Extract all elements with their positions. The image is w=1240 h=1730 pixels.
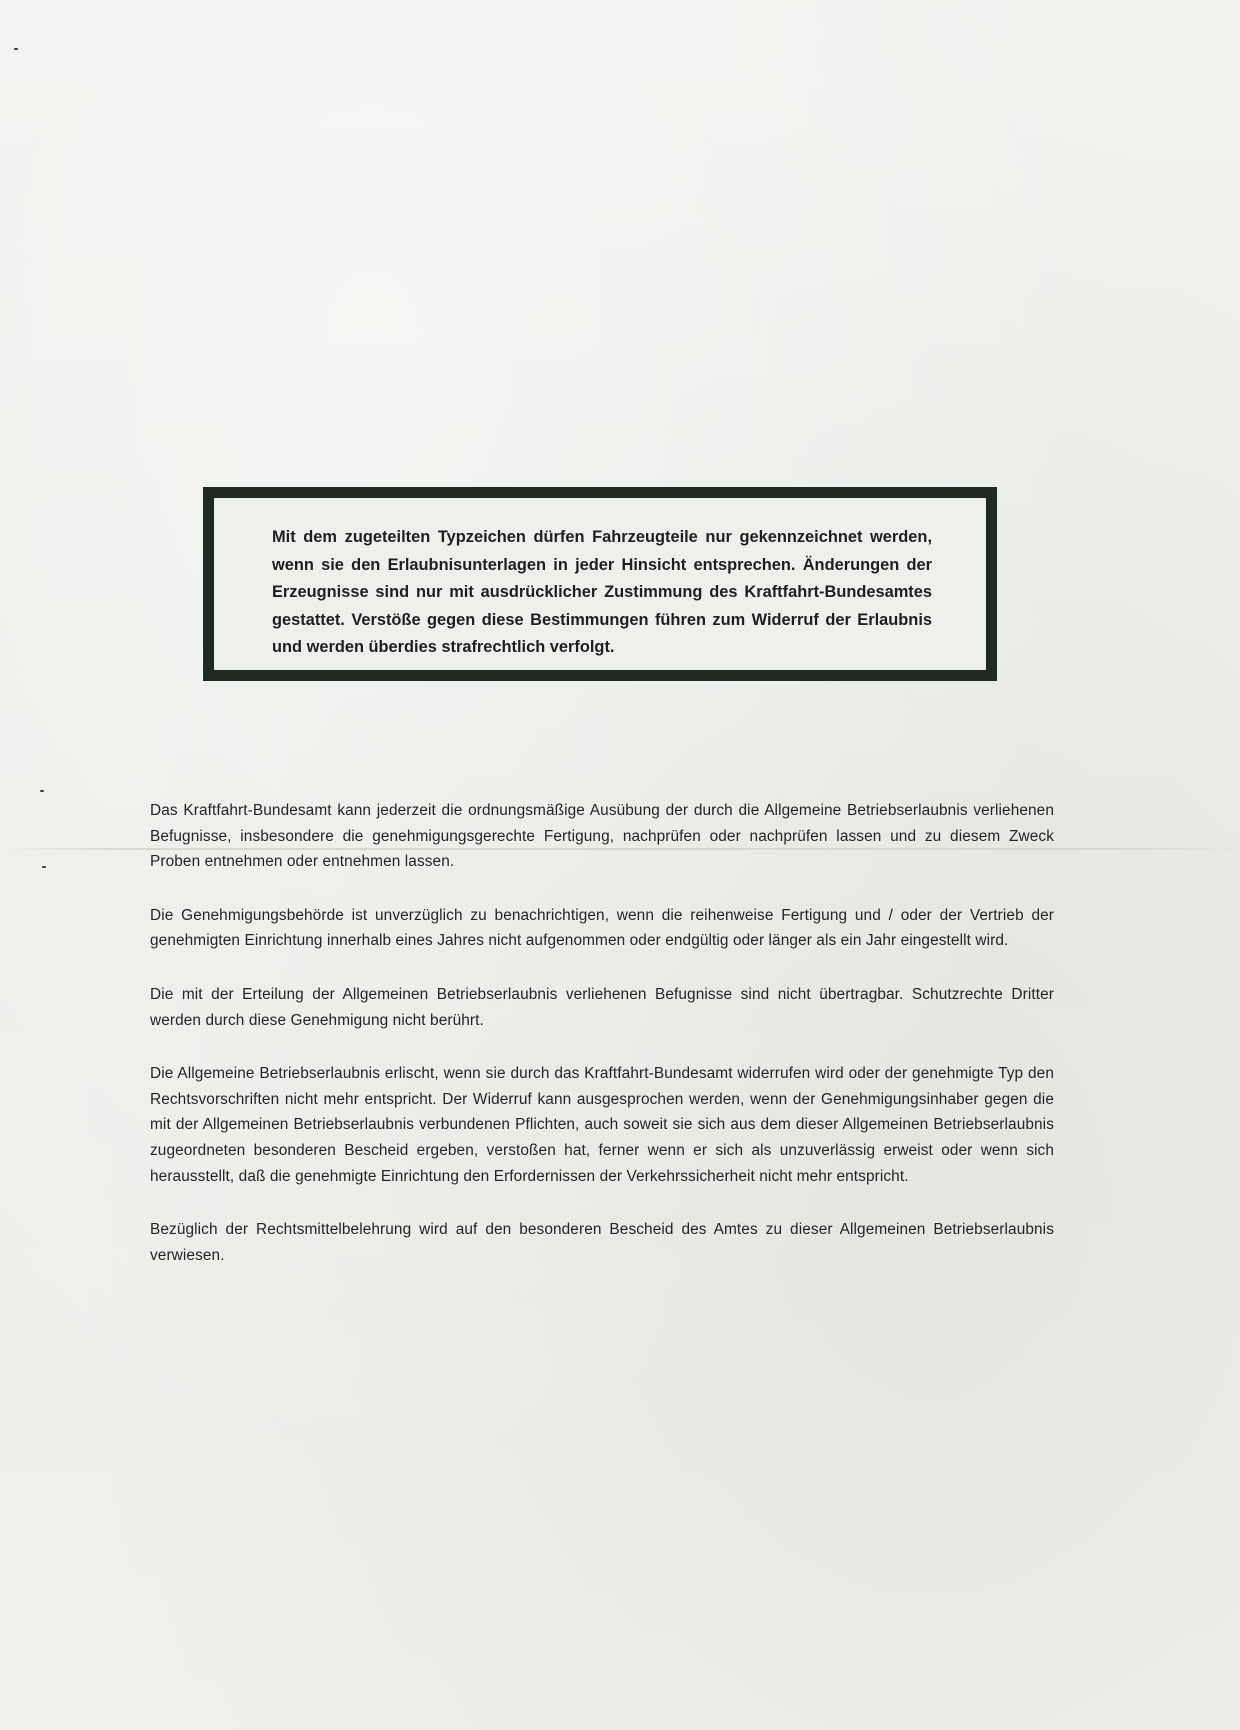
- paper-speck: [42, 866, 46, 868]
- paper-speck: [14, 48, 18, 50]
- paper-speck: [40, 790, 44, 792]
- paragraph-inspection: Das Kraftfahrt-Bundesamt kann jederzeit die ordnungsmäßige Ausübung der durch die Allgemeine Betriebserlaubnis verliehenen Befugnisse, insbesondere die genehmigungsgerechte Fertigung, nachprüfen oder nachprüfen lassen und zu diesem Zweck Proben entnehmen oder entnehmen lassen.: [150, 802, 1054, 871]
- paragraph-legal-remedy: Bezüglich der Rechtsmittelbelehrung wird auf den besonderen Bescheid des Amtes zu dieser Allgemeinen Betriebserlaubnis verwiesen.: [150, 1221, 1054, 1264]
- body-text: [150, 798, 1054, 1296]
- notice-box: [203, 487, 997, 681]
- paragraph-revocation: Die Allgemeine Betriebserlaubnis erlischt, wenn sie durch das Kraftfahrt-Bundesamt widerrufen wird oder der genehmigte Typ den Rechtsvorschriften nicht mehr entspricht. Der Widerruf kann ausgesprochen werden, wenn der Genehmigungsinhaber gegen die mit der Allgemeinen Betriebserlaubnis verbundenen Pflichten, auch soweit sie sich aus dem dieser Allgemeinen Betriebserlaubnis zugeordneten besonderen Bescheid ergeben, verstoßen hat, ferner wenn er sich als unzuverlässig erweist oder wenn sich herausstellt, daß die genehmigte Einrichtung den Erfordernissen der Verkehrssicherheit nicht mehr entspricht.: [150, 1065, 1054, 1185]
- paragraph-transferability: Die mit der Erteilung der Allgemeinen Betriebserlaubnis verliehenen Befugnisse sind nicht übertragbar. Schutzrechte Dritter werden durch diese Genehmigung nicht berührt.: [150, 985, 1054, 1029]
- paragraph-notification: Die Genehmigungsbehörde ist unverzüglich zu benachrichtigen, wenn die reihenweise Fertigung und / oder der Vertrieb der genehmigten Einrichtung innerhalb eines Jahres nicht aufgenommen oder endgültig oder länger als ein Jahr eingestellt wird.: [150, 906, 1054, 950]
- notice-text: Mit dem zugeteilten Typzeichen dürfen Fahrzeugteile nur gekennzeichnet werden, wenn sie den Erlaubnisunterlagen in jeder Hinsicht entsprechen. Änderungen der Erzeugnisse sind nur mit ausdrücklicher Zustimmung des Kraftfahrt-Bundesamtes gestattet. Verstöße gegen diese Bestimmungen führen zum Widerruf der Erlaubnis und werden überdies strafrechtlich verfolgt.: [272, 528, 932, 657]
